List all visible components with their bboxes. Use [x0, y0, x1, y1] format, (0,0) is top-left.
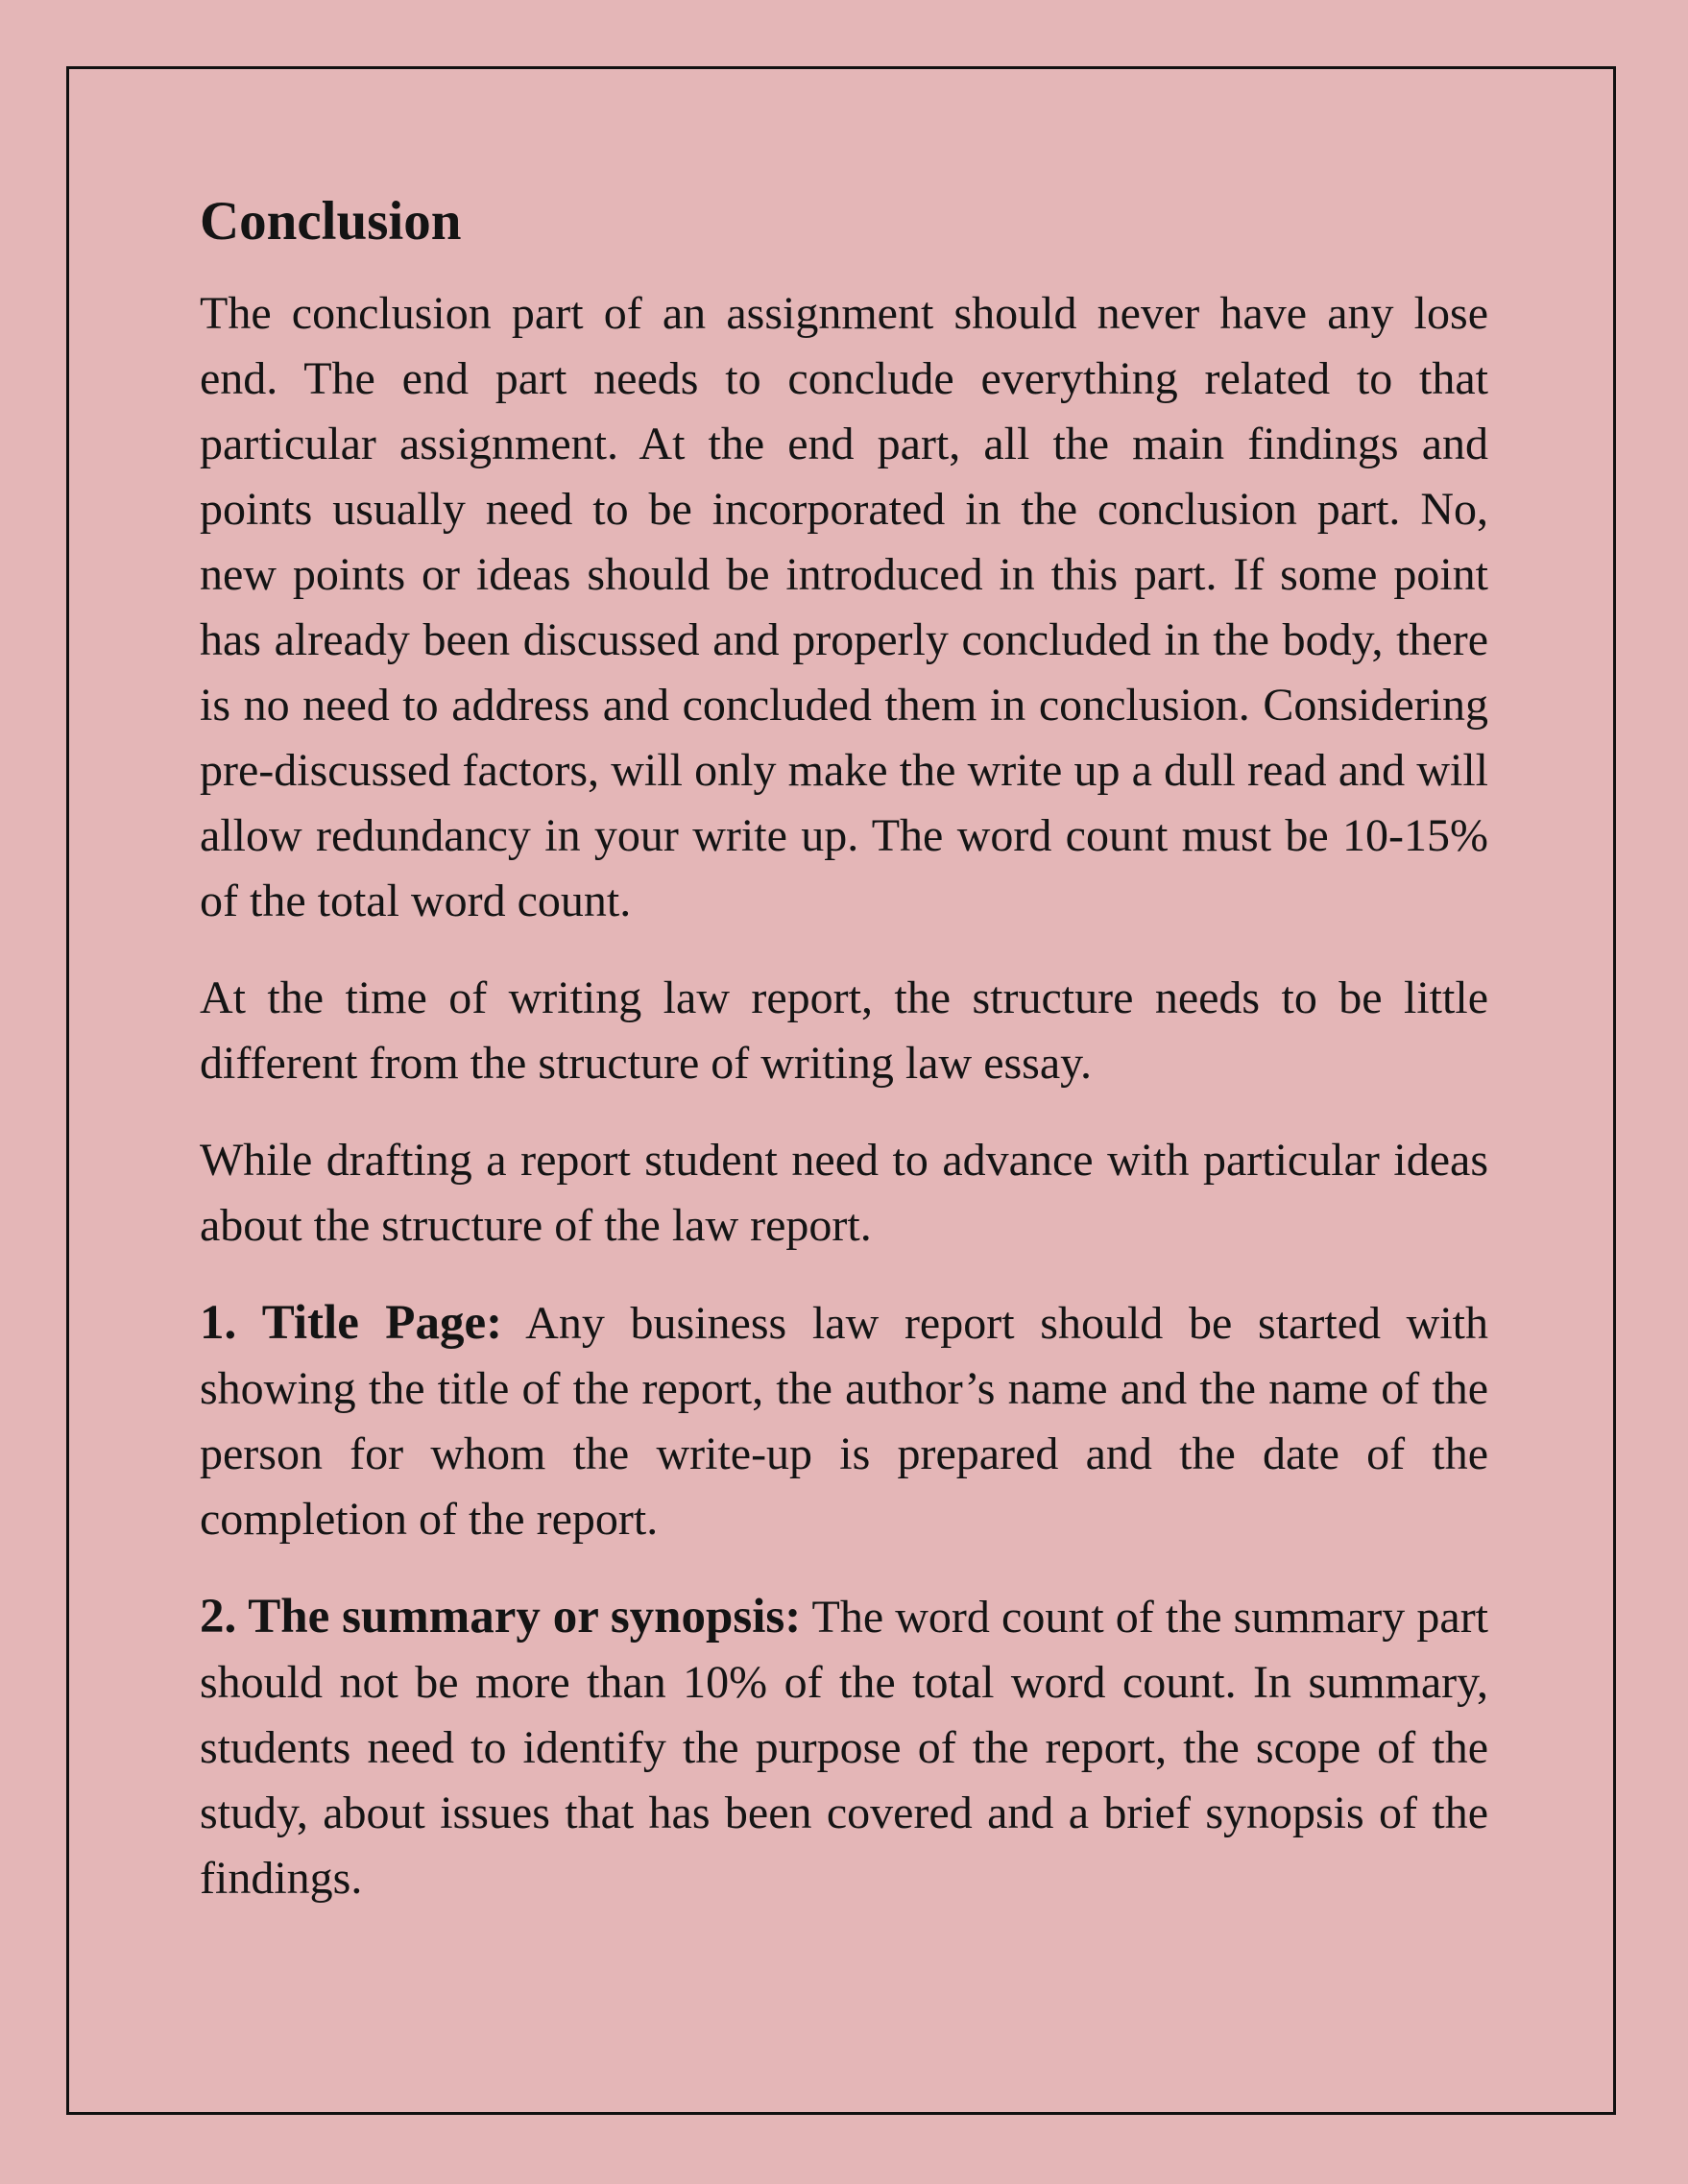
list-item-text: The word count of the summary part should not be more than 10% of the total word count. In summary, students need to identify the purpose of the report, the scope of the study, about issues that has been covered and a brief synopsis of the findings.: [200, 1591, 1489, 1904]
list-item-label: 1. Title Page:: [200, 1295, 503, 1350]
law-report-structure-paragraph: At the time of writing law report, the structure needs to be little different from the structure of writing law essay.: [200, 972, 1488, 1089]
conclusion-paragraph: The conclusion part of an assignment should never have any lose end. The end part needs to conclude everything related to that particular assignment. At the end part, all the main findings and points usually need to be incorporated in the conclusion part. No, new points or ideas should be introduced in this part. If some point has already been discussed and properly concluded in the body, there is no need to address and concluded them in conclusion. Considering pre-discussed factors, will only make the write up a dull read and will allow redundancy in your write up. The word count must be 10-15% of the total word count.: [200, 287, 1488, 926]
section-heading: Conclusion: [200, 191, 462, 252]
list-item-summary: [200, 1584, 1488, 1911]
list-item-title-page: [200, 1290, 1488, 1552]
list-item-label: 2. The summary or synopsis:: [200, 1589, 802, 1644]
drafting-report-paragraph: While drafting a report student need to advance with particular ideas about the structure of the law report.: [200, 1134, 1488, 1251]
list-item-text: Any business law report should be started with showing the title of the report, the author’s name and the name of the person for whom the write-up is prepared and the date of the completion of the report.: [200, 1297, 1489, 1545]
document-body: [200, 192, 1488, 1943]
